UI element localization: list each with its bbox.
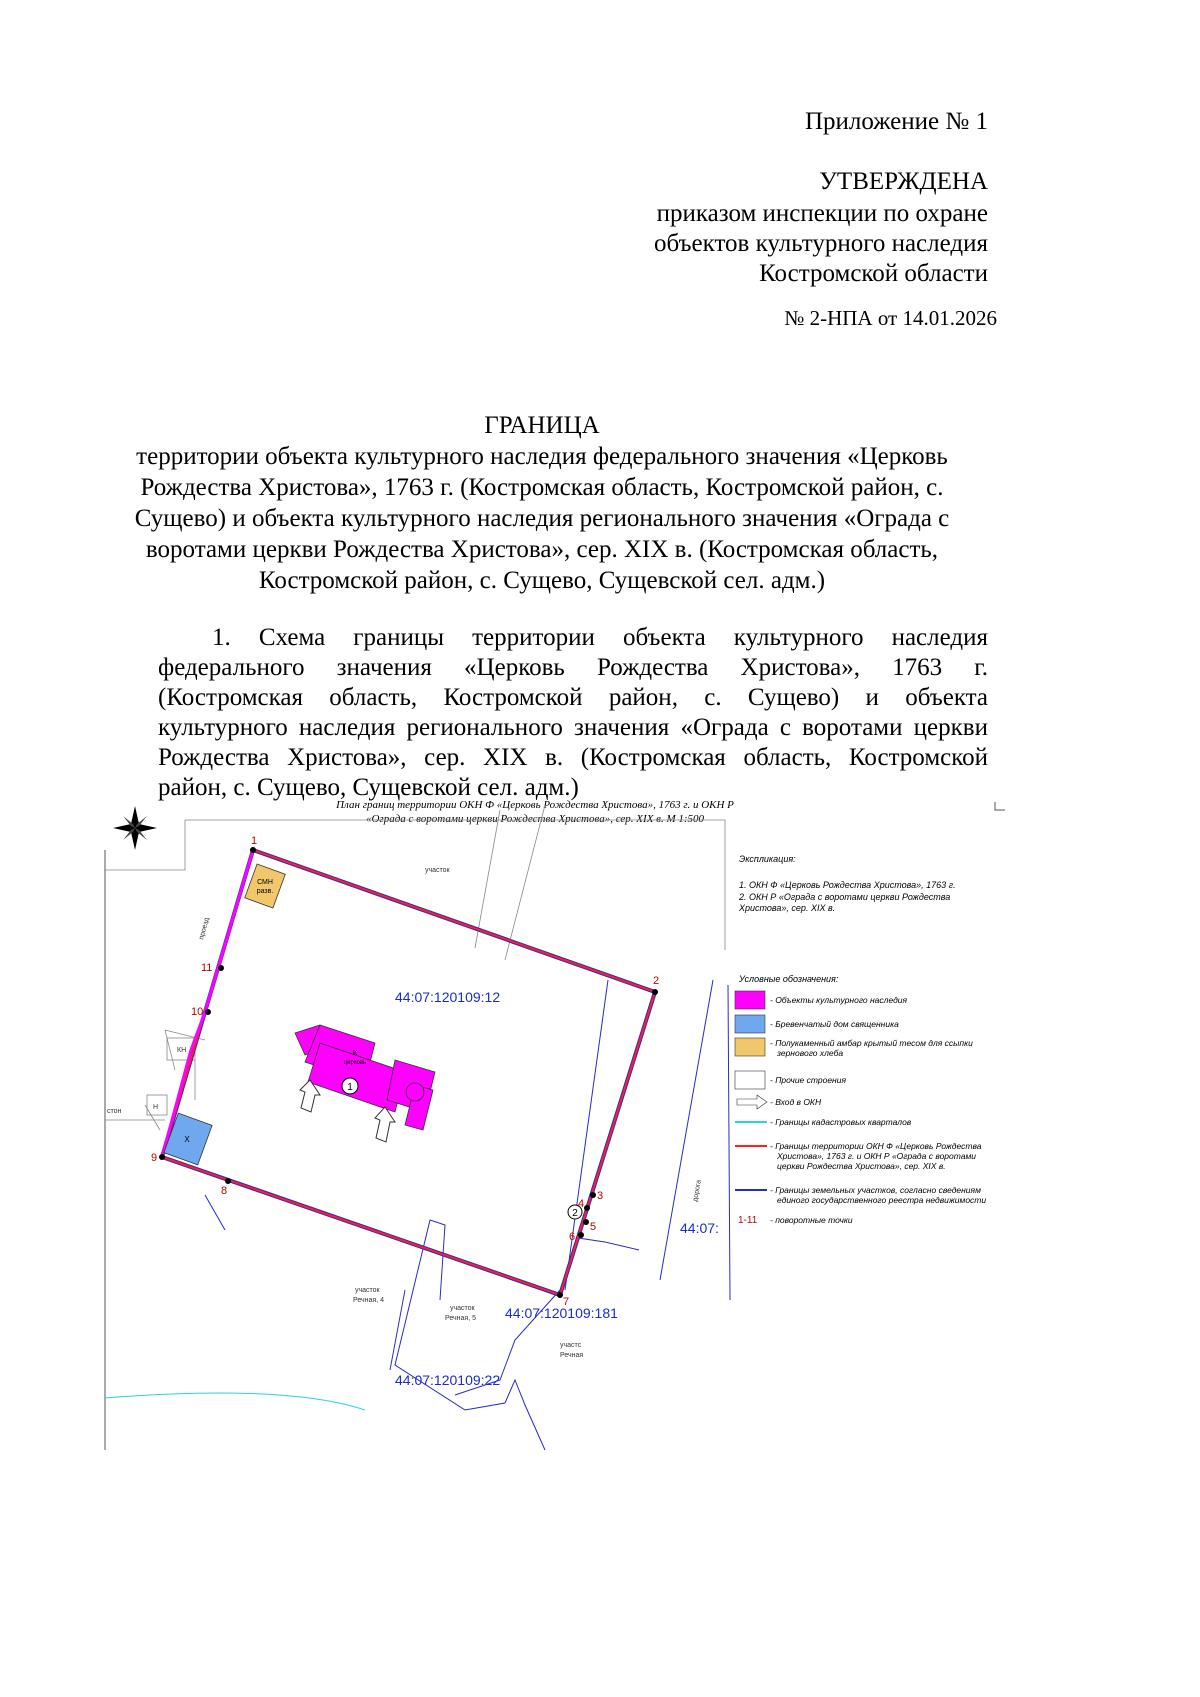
title-line: Сущево) и объекта культурного наследия регионального значения «Ограда с xyxy=(134,505,950,532)
barn-label: СМН xyxy=(257,879,273,886)
point-label-3: 3 xyxy=(597,1190,604,1202)
compass-rose-icon xyxy=(113,806,157,850)
legend-item-text: - Вход в ОКН xyxy=(770,1097,822,1107)
section-paragraph-line: (Костромская область, Костромской район, с. Сущево) и объекта xyxy=(158,684,988,711)
section-paragraph-line: район, с. Сущево, Сущевской сел. адм.) xyxy=(158,774,579,801)
point-label-1: 1 xyxy=(251,835,258,847)
point-label-6: 6 xyxy=(569,1231,576,1243)
legend-item-text: - Бревенчатый дом священника xyxy=(770,1019,899,1029)
legend-title: Условные обозначения: xyxy=(739,974,839,984)
barn-building xyxy=(245,864,286,908)
map-title-line-2: «Ограда с воротами церкви Рождества Христова», сер. XIX в. М 1:500 xyxy=(365,813,705,825)
point-label-11: 11 xyxy=(201,962,213,974)
title-line: территории объекта культурного наследия федерального значения «Церковь xyxy=(136,443,948,470)
passage-label: проезд xyxy=(198,917,211,941)
legend-item-text: - Границы земельных участков, согласно сведениям xyxy=(770,1185,981,1195)
kn-label: КН xyxy=(177,1047,187,1054)
legend-item-text: - Границы кадастровых кварталов xyxy=(770,1117,912,1127)
explication-item-1: 1. ОКН Ф «Церковь Рождества Христова», 1763 г. xyxy=(739,880,956,890)
point-label-4: 4 xyxy=(578,1198,585,1210)
priest-house-label: Х xyxy=(184,1135,190,1144)
plot-label-s1: участок xyxy=(355,1287,380,1294)
point-label-9: 9 xyxy=(151,1152,158,1164)
point-label-7: 7 xyxy=(563,1296,570,1308)
legend-item-text: единого государственного реестра недвижимости xyxy=(777,1195,987,1205)
approved-by-line-1: приказом инспекции по охране xyxy=(656,200,988,227)
point-label-8: 8 xyxy=(221,1185,228,1197)
order-number: № 2-НПА от 14.01.2026 xyxy=(784,306,997,330)
church-building xyxy=(295,1025,435,1130)
object-marker-2-label: 2 xyxy=(572,1208,578,1219)
point-label-10: 10 xyxy=(191,1006,204,1018)
legend-swatches xyxy=(735,991,767,1190)
legend-points-label: 1-11 xyxy=(738,1215,758,1226)
cadastral-number-main: 44:07:120109:12 xyxy=(395,989,501,1005)
title-line: воротами церкви Рождества Христова», сер. XIX в. (Костромская область, xyxy=(145,536,939,563)
cadastral-number-southwest: 44:07:120109:22 xyxy=(395,1372,501,1388)
cadastral-number-south: 44:07:120109:181 xyxy=(505,1305,618,1321)
title-line: Костромской район, с. Сущево, Сущевской сел. адм.) xyxy=(258,567,826,594)
title-line: Рождества Христова», 1763 г. (Костромская область, Костромской район, с. xyxy=(140,474,944,501)
n-label: Н xyxy=(153,1104,159,1111)
plot-label-s3: участс xyxy=(560,1342,582,1349)
section-paragraph-line: 1. Схема границы территории объекта культурного наследия xyxy=(212,624,988,651)
legend-item-text: церкви Рождества Христова», сер. XIX в. xyxy=(777,1161,946,1171)
section-paragraph-line: культурного наследия регионального значения «Ограда с воротами церкви xyxy=(158,714,988,741)
map-title-line-1: План границ территории ОКН Ф «Церковь Рождества Христова», 1763 г. и ОКН Р xyxy=(336,799,734,811)
explication-item-2: 2. ОКН Р «Ограда с воротами церкви Рождества xyxy=(739,892,951,902)
road-label: дорога xyxy=(692,1179,703,1203)
section-paragraph-line: федерального значения «Церковь Рождества Христова», 1763 г. xyxy=(158,654,988,681)
point-label-2: 2 xyxy=(653,975,660,987)
plot-address-s2: Речная, 5 xyxy=(445,1315,477,1322)
map-corner-mark xyxy=(995,802,1005,810)
document-heading: ГРАНИЦА xyxy=(484,412,600,439)
legend-item-text: зернового хлеба xyxy=(777,1048,844,1058)
plot-address-s3: Речная xyxy=(560,1352,584,1359)
church-label-2: церковь xyxy=(343,1060,367,1066)
boundary-map xyxy=(105,799,1015,1450)
legend-item-text: - Границы территории ОКН Ф «Церковь Рождества xyxy=(770,1141,982,1151)
appendix-number: Приложение № 1 xyxy=(804,108,988,135)
point-label-5: 5 xyxy=(590,1221,597,1233)
plot-address-s1: Речная, 4 xyxy=(353,1297,385,1304)
approved-by-line-2: объектов культурного наследия xyxy=(654,230,988,257)
legend-item-text: - Объекты культурного наследия xyxy=(770,995,908,1005)
legend-item-text: - Полукаменный амбар крытый тесом для ссыпки xyxy=(770,1038,973,1048)
plot-label-s2: участок xyxy=(450,1305,475,1312)
legend-item-text: - поворотные точки xyxy=(770,1215,853,1225)
barn-label-2: разв. xyxy=(256,888,274,895)
plot-label-north: участок xyxy=(425,867,450,874)
explication-item-2-cont: Христова», сер. XIX в. xyxy=(739,903,836,913)
cadastral-quarter-line xyxy=(105,1393,365,1410)
legend-item-text: Христова», 1763 г. и ОКН Р «Ограда с воротами xyxy=(777,1151,977,1161)
fence-line xyxy=(162,850,253,1157)
plot-label-west: стон xyxy=(107,1108,122,1115)
legend-item-text: - Прочие строения xyxy=(770,1075,847,1085)
church-label: К xyxy=(352,1050,358,1057)
approved-by-line-3: Костромской области xyxy=(759,260,988,287)
object-marker-1-label: 1 xyxy=(347,1082,353,1093)
cadastral-number-east: 44:07: xyxy=(680,1220,719,1236)
section-paragraph-line: Рождества Христова», сер. XIX в. (Костромская область, Костромской xyxy=(158,744,988,771)
approved-label: УТВЕРЖДЕНА xyxy=(819,168,988,195)
explication-title: Экспликация: xyxy=(739,854,796,864)
